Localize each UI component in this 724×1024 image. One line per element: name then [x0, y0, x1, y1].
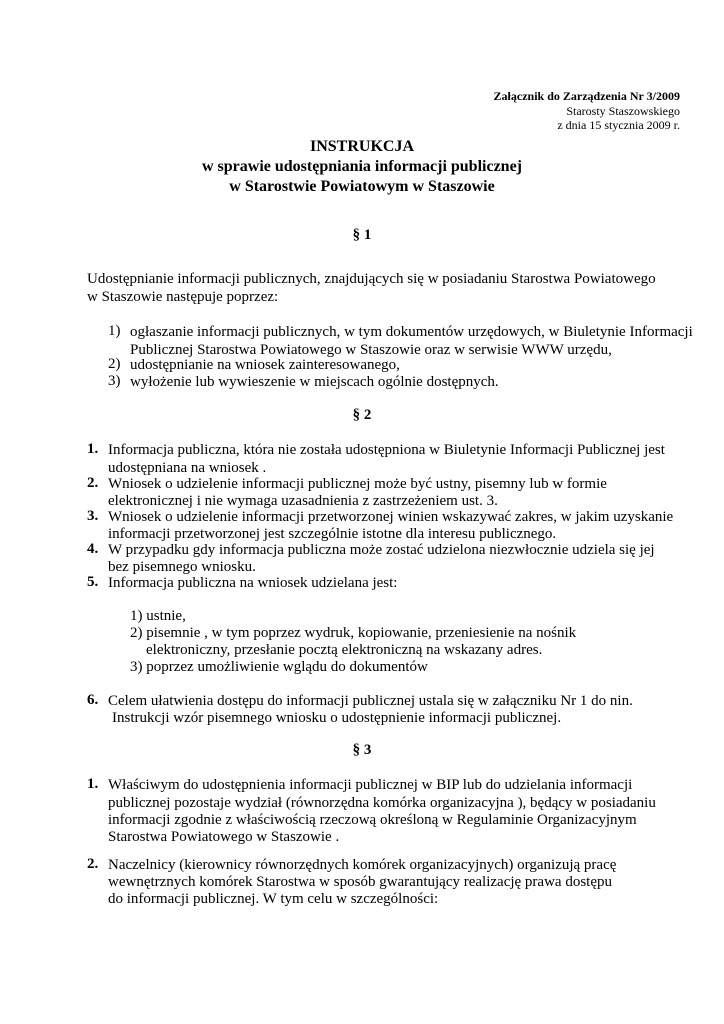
- document-title: INSTRUKCJA: [309, 138, 414, 155]
- list-item-cont: do informacji publicznej. W tym celu w szczególności:: [108, 891, 439, 907]
- section-3-heading: § 3: [352, 742, 372, 758]
- list-number: 4.: [87, 541, 99, 557]
- list-item: wyłożenie lub wywieszenie w miejscach ogólnie dostępnych.: [130, 374, 499, 390]
- list-item-cont: informacji przetworzonej jest szczególnie istotne dla interesu publicznego.: [108, 526, 557, 542]
- sub-item-cont: elektroniczny, przesłanie pocztą elektroniczną na wskazany adres.: [146, 642, 543, 658]
- list-item: Informacja publiczna na wniosek udzielana jest:: [108, 575, 398, 591]
- list-item: Wniosek o udzielenie informacji publicznej może być ustny, pisemny lub w formie: [108, 476, 607, 492]
- list-item: Celem ułatwienia dostępu do informacji publicznej ustala się w załączniku Nr 1 do nin.: [108, 693, 633, 709]
- section-2-heading: § 2: [352, 407, 372, 423]
- list-item: Wniosek o udzielenie informacji przetworzonej winien wskazywać zakres, w jakim uzyskanie: [108, 509, 674, 525]
- list-number: 1.: [87, 776, 99, 792]
- header-date: z dnia 15 stycznia 2009 r.: [557, 118, 680, 132]
- list-item: udostępnianie na wniosek zainteresowanego,: [130, 357, 400, 373]
- list-item-cont: publicznej pozostaje wydział (równorzędna komórka organizacyjna ), będący w posiadaniu: [108, 795, 656, 811]
- list-item: Właściwym do udostępnienia informacji publicznej w BIP lub do udzielania informacji: [108, 777, 633, 793]
- list-item-cont: wewnętrznych komórek Starostwa w sposób gwarantujący realizację prawa dostępu: [108, 874, 612, 890]
- section-1-intro: Udostępnianie informacji publicznych, znajdujących się w posiadaniu Starostwa Powiatowego: [87, 271, 656, 287]
- list-number: 6.: [87, 692, 99, 708]
- list-item-cont: informacji zgodnie z właściwością rzeczową określoną w Regulaminie Organizacyjnym: [108, 812, 637, 828]
- list-number: 2.: [87, 856, 99, 872]
- list-item-cont: Publicznej Starostwa Powiatowego w Staszowie oraz w serwisie WWW urzędu,: [130, 342, 612, 358]
- sub-item: 2) pisemnie , w tym poprzez wydruk, kopiowanie, przeniesienie na nośnik: [130, 625, 577, 641]
- header-issuer: Starosty Staszowskiego: [566, 104, 680, 118]
- list-item-cont: bez pisemnego wniosku.: [108, 559, 256, 575]
- list-item-cont: elektronicznej i nie wymaga uzasadnienia z zastrzeżeniem ust. 3.: [108, 493, 498, 509]
- list-number: 2.: [87, 475, 99, 491]
- list-item-cont: Starostwa Powiatowego w Staszowie .: [108, 829, 340, 845]
- list-number: 1): [108, 323, 121, 339]
- section-1-intro-cont: w Staszowie następuje poprzez:: [87, 289, 279, 305]
- list-number: 3.: [87, 508, 99, 524]
- list-item: ogłaszanie informacji publicznych, w tym dokumentów urzędowych, w Biuletynie Informacji: [130, 324, 693, 340]
- sub-item: 3) poprzez umożliwienie wglądu do dokumentów: [130, 659, 428, 675]
- list-number: 1.: [87, 441, 99, 457]
- list-item: W przypadku gdy informacja publiczna może zostać udzielona niezwłocznie udziela się jej: [108, 542, 655, 558]
- list-item-cont: udostępniana na wniosek .: [108, 460, 267, 476]
- attachment-header: Załącznik do Zarządzenia Nr 3/2009: [493, 89, 680, 103]
- sub-item: 1) ustnie,: [130, 608, 186, 624]
- list-number: 5.: [87, 574, 99, 590]
- list-item-cont: Instrukcji wzór pisemnego wniosku o udostępnienie informacji publicznej.: [112, 710, 562, 726]
- document-subtitle-1: w sprawie udostępniania informacji publicznej: [201, 158, 522, 175]
- section-1-heading: § 1: [352, 227, 372, 243]
- list-number: 3): [108, 373, 121, 389]
- list-item: Naczelnicy (kierownicy równorzędnych komórek organizacyjnych) organizują pracę: [108, 857, 617, 873]
- document-subtitle-2: w Starostwie Powiatowym w Staszowie: [229, 178, 495, 195]
- list-number: 2): [108, 356, 121, 372]
- list-item: Informacja publiczna, która nie została udostępniona w Biuletynie Informacji Publicznej jest: [108, 442, 665, 458]
